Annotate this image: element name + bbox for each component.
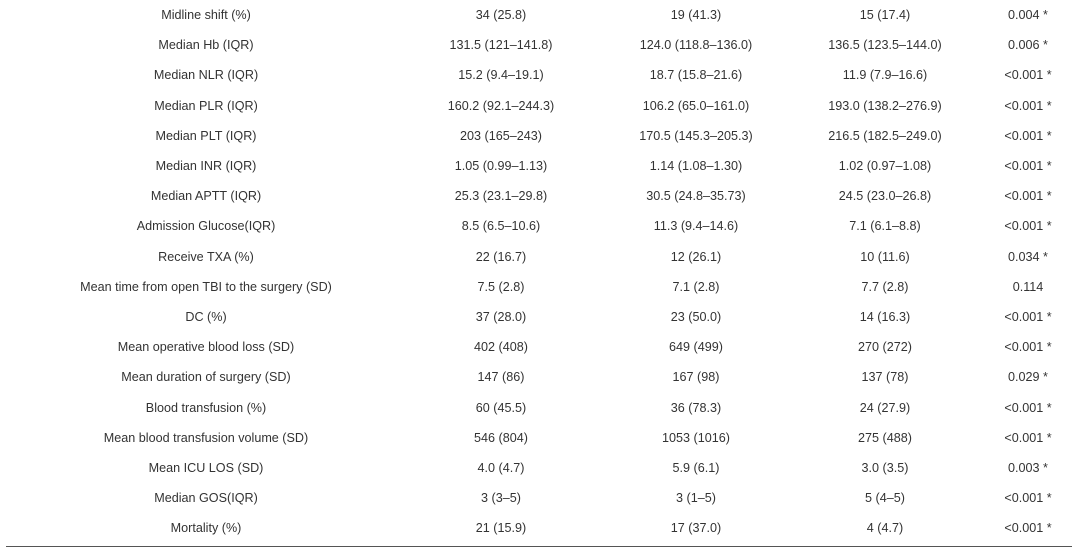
overall-value-cell: 25.3 (23.1–29.8) xyxy=(454,189,548,204)
table-row xyxy=(0,513,1072,543)
group1-value-cell: 19 (41.3) xyxy=(670,8,722,22)
p-value-cell: <0.001 * xyxy=(1004,68,1052,83)
variable-cell: Mortality (%) xyxy=(170,521,242,536)
group2-value-cell: 7.1 (6.1–8.8) xyxy=(849,219,921,234)
group1-value-cell: 36 (78.3) xyxy=(670,400,722,415)
variable-cell: Mean blood transfusion volume (SD) xyxy=(103,430,309,445)
p-value-cell: <0.001 * xyxy=(1004,430,1052,445)
overall-value-cell: 3 (3–5) xyxy=(481,491,521,506)
table-row xyxy=(0,30,1072,60)
group1-value-cell: 3 (1–5) xyxy=(676,491,716,506)
variable-cell: Mean duration of surgery (SD) xyxy=(121,370,291,385)
variable-cell: Mean ICU LOS (SD) xyxy=(148,461,264,475)
p-value-cell: <0.001 * xyxy=(1004,159,1052,173)
group1-value-cell: 5.9 (6.1) xyxy=(672,461,720,475)
group2-value-cell: 270 (272) xyxy=(858,340,912,355)
group2-value-cell: 137 (78) xyxy=(861,370,909,385)
table-row xyxy=(0,181,1072,211)
table-row xyxy=(0,151,1072,181)
variable-cell: Median PLR (IQR) xyxy=(154,98,258,113)
table-row xyxy=(0,242,1072,272)
table-bottom-rule xyxy=(6,546,1072,547)
overall-value-cell: 131.5 (121–141.8) xyxy=(449,38,553,53)
p-value-cell: <0.001 * xyxy=(1004,310,1052,324)
group2-value-cell: 24 (27.9) xyxy=(859,400,911,415)
variable-cell: Mean time from open TBI to the surgery (SD) xyxy=(80,279,332,294)
group1-value-cell: 167 (98) xyxy=(672,370,720,385)
overall-value-cell: 22 (16.7) xyxy=(475,249,527,264)
variable-cell: Admission Glucose(IQR) xyxy=(136,219,276,234)
p-value-cell: <0.001 * xyxy=(1004,98,1052,113)
group2-value-cell: 15 (17.4) xyxy=(859,8,911,22)
p-value-cell: <0.001 * xyxy=(1004,340,1052,355)
overall-value-cell: 203 (165–243) xyxy=(460,128,542,143)
table-row xyxy=(0,423,1072,453)
table-row xyxy=(0,121,1072,151)
p-value-cell: <0.001 * xyxy=(1004,491,1052,506)
group2-value-cell: 24.5 (23.0–26.8) xyxy=(838,189,932,204)
overall-value-cell: 60 (45.5) xyxy=(475,400,527,415)
overall-value-cell: 37 (28.0) xyxy=(475,310,527,324)
variable-cell: Median PLT (IQR) xyxy=(155,128,257,143)
group1-value-cell: 23 (50.0) xyxy=(670,310,722,324)
p-value-cell: <0.001 * xyxy=(1004,400,1052,415)
table-row xyxy=(0,302,1072,332)
variable-cell: Midline shift (%) xyxy=(161,8,251,22)
group2-value-cell: 136.5 (123.5–144.0) xyxy=(828,38,942,53)
p-value-cell: 0.003 * xyxy=(1008,461,1048,475)
group1-value-cell: 170.5 (145.3–205.3) xyxy=(639,128,753,143)
p-value-cell: 0.006 * xyxy=(1008,38,1048,53)
group1-value-cell: 1053 (1016) xyxy=(662,430,730,445)
overall-value-cell: 147 (86) xyxy=(477,370,525,385)
group2-value-cell: 14 (16.3) xyxy=(859,310,911,324)
table-row xyxy=(0,0,1072,30)
p-value-cell: 0.034 * xyxy=(1008,249,1048,264)
group2-value-cell: 275 (488) xyxy=(858,430,912,445)
group1-value-cell: 1.14 (1.08–1.30) xyxy=(649,159,743,173)
group2-value-cell: 4 (4.7) xyxy=(866,521,904,536)
p-value-cell: 0.114 xyxy=(1012,279,1044,294)
variable-cell: Median Hb (IQR) xyxy=(158,38,254,53)
variable-cell: Receive TXA (%) xyxy=(158,249,254,264)
p-value-cell: <0.001 * xyxy=(1004,219,1052,234)
variable-cell: Median INR (IQR) xyxy=(155,159,257,173)
table-row xyxy=(0,91,1072,121)
p-value-cell: <0.001 * xyxy=(1004,521,1052,536)
group2-value-cell: 10 (11.6) xyxy=(860,249,910,264)
overall-value-cell: 15.2 (9.4–19.1) xyxy=(458,68,544,83)
variable-cell: Median APTT (IQR) xyxy=(150,189,262,204)
variable-cell: Median GOS(IQR) xyxy=(154,491,258,506)
group2-value-cell: 7.7 (2.8) xyxy=(861,279,909,294)
p-value-cell: 0.029 * xyxy=(1008,370,1048,385)
group1-value-cell: 649 (499) xyxy=(669,340,723,355)
p-value-cell: 0.004 * xyxy=(1008,8,1048,22)
group1-value-cell: 106.2 (65.0–161.0) xyxy=(642,98,750,113)
group1-value-cell: 30.5 (24.8–35.73) xyxy=(646,189,746,204)
table-row xyxy=(0,60,1072,90)
table-row xyxy=(0,393,1072,423)
group1-value-cell: 11.3 (9.4–14.6) xyxy=(653,219,739,234)
group1-value-cell: 12 (26.1) xyxy=(670,249,722,264)
variable-cell: Median NLR (IQR) xyxy=(153,68,259,83)
group2-value-cell: 5 (4–5) xyxy=(865,491,905,506)
variable-cell: DC (%) xyxy=(185,310,227,324)
group1-value-cell: 17 (37.0) xyxy=(670,521,722,536)
overall-value-cell: 4.0 (4.7) xyxy=(477,461,525,475)
group1-value-cell: 18.7 (15.8–21.6) xyxy=(649,68,743,83)
p-value-cell: <0.001 * xyxy=(1004,189,1052,204)
table-row xyxy=(0,362,1072,392)
overall-value-cell: 8.5 (6.5–10.6) xyxy=(461,219,541,234)
group2-value-cell: 11.9 (7.9–16.6) xyxy=(842,68,928,83)
group2-value-cell: 193.0 (138.2–276.9) xyxy=(828,98,942,113)
group2-value-cell: 1.02 (0.97–1.08) xyxy=(838,159,932,173)
variable-cell: Blood transfusion (%) xyxy=(145,400,267,415)
variable-cell: Mean operative blood loss (SD) xyxy=(117,340,295,355)
table-row xyxy=(0,332,1072,362)
table-row xyxy=(0,453,1072,483)
overall-value-cell: 21 (15.9) xyxy=(475,521,527,536)
overall-value-cell: 402 (408) xyxy=(474,340,528,355)
overall-value-cell: 160.2 (92.1–244.3) xyxy=(447,98,555,113)
overall-value-cell: 7.5 (2.8) xyxy=(477,279,525,294)
group1-value-cell: 7.1 (2.8) xyxy=(672,279,720,294)
overall-value-cell: 1.05 (0.99–1.13) xyxy=(454,159,548,173)
table-row xyxy=(0,272,1072,302)
group2-value-cell: 216.5 (182.5–249.0) xyxy=(828,128,942,143)
group1-value-cell: 124.0 (118.8–136.0) xyxy=(639,38,753,53)
p-value-cell: <0.001 * xyxy=(1004,128,1052,143)
overall-value-cell: 34 (25.8) xyxy=(475,8,527,22)
overall-value-cell: 546 (804) xyxy=(474,430,528,445)
group2-value-cell: 3.0 (3.5) xyxy=(861,461,909,475)
table-row xyxy=(0,483,1072,513)
table-row xyxy=(0,211,1072,241)
